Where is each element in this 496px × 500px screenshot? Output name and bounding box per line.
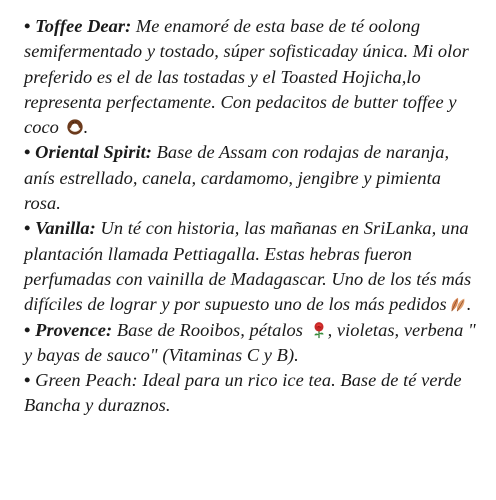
- list-item-toffee-dear: [24, 14, 482, 140]
- tea-description: Un té con historia, las mañanas en SriLanka, una plantación llamada Pettiagalla. Estas hebras fueron perfumadas con vainilla de Madagascar. Uno de los tés más difíciles de lograr y por supuesto uno de los más pedidos: [24, 218, 472, 315]
- rose-icon: [310, 321, 328, 339]
- tea-description: Ideal para un rico ice tea. Base de té verde Bancha y duraznos.: [24, 370, 462, 416]
- tea-name: Green Peach:: [35, 370, 138, 391]
- tea-name: Vanilla:: [35, 218, 96, 239]
- tea-description-start: Base de Rooibos, pétalos: [116, 319, 303, 340]
- tea-description-list: [24, 14, 482, 419]
- punctuation: .: [83, 117, 89, 138]
- bullet: •: [24, 218, 31, 239]
- tea-description: Base de Assam con rodajas de naranja, anís estrellado, canela, cardamomo, jengibre y pimienta rosa.: [24, 142, 450, 214]
- list-item-green-peach: [24, 368, 482, 419]
- tea-description: , violetas, verbena " y bayas de sauco" (Vitaminas C y B).: [24, 319, 476, 365]
- bullet: •: [24, 142, 31, 163]
- list-item-oriental-spirit: [24, 140, 482, 216]
- tea-name: Toffee Dear:: [35, 16, 132, 36]
- bullet: •: [24, 16, 31, 36]
- punctuation: .: [466, 294, 472, 315]
- tea-description: Me enamoré de esta base de té oolong semifermentado y tostado, súper sofisticaday única. Mi olor preferido es el de las tostadas y el Toasted Hojicha,lo representa perfectamente. Con pedacitos de butter toffee y coco: [24, 16, 469, 138]
- coconut-icon: [66, 118, 84, 136]
- list-item-vanilla: [24, 216, 482, 317]
- leaves-icon: [449, 295, 467, 313]
- tea-name: Oriental Spirit:: [35, 142, 152, 163]
- bullet: •: [24, 370, 31, 391]
- tea-name: Provence:: [35, 319, 113, 340]
- bullet: •: [24, 319, 31, 340]
- list-item-provence: [24, 318, 482, 369]
